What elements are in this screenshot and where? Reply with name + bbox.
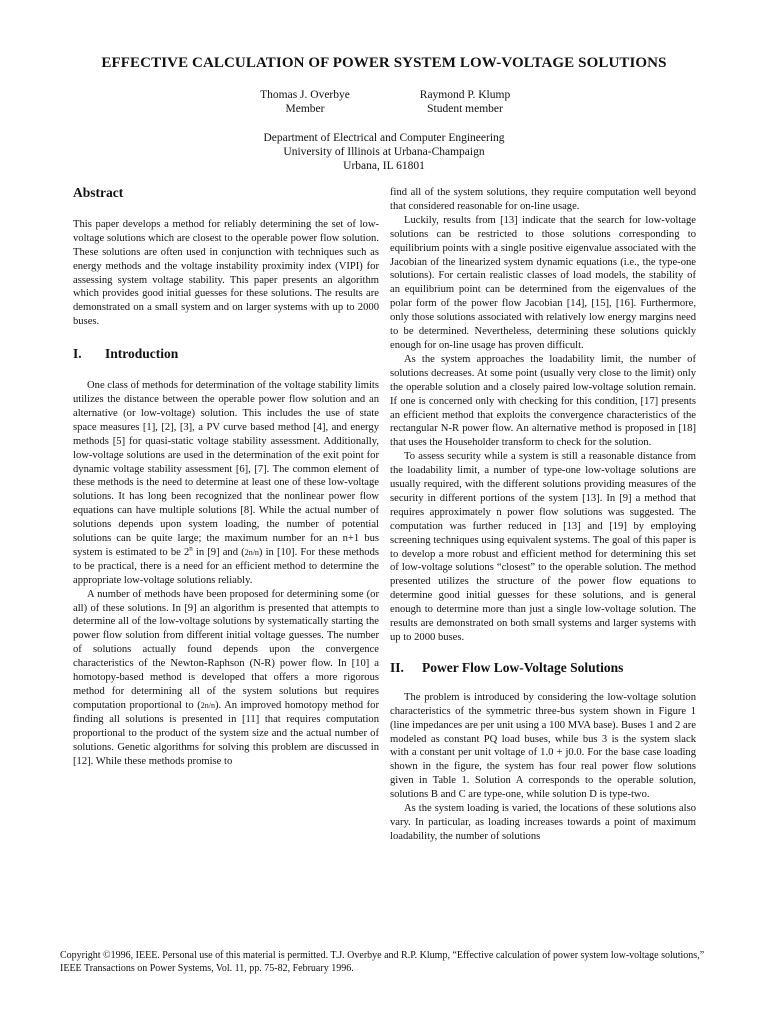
section-1-heading [73, 347, 379, 361]
right-paragraph-0: find all of the system solutions, they require computation well beyond that considered reasonable for on-line usage. [390, 187, 696, 212]
section-title: Power Flow Low-Voltage Solutions [422, 659, 624, 675]
affiliation [200, 131, 568, 173]
affiliation-line: Department of Electrical and Computer Engineering [263, 132, 505, 144]
section-2-paragraph-2: As the system loading is varied, the locations of these solutions also vary. In particular, as loading increases towards a point of maximum loadability, the number of solutions [390, 803, 696, 842]
binomial-fraction: 2n/n [200, 700, 215, 710]
author-1 [225, 88, 385, 116]
binomial-fraction: 2n/n [244, 547, 259, 557]
right-paragraph-3: To assess security while a system is still a reasonable distance from the loadability limit, a number of type-one low-voltage solutions are usually required, with the different solutions providing measures of the security in different portions of the system [13]. In [9] a method that requires approximately n power flow solutions was suggested. The computation was further reduced in [13] and [19] by employing screening techniques using equivalent systems. The goal of this paper is to develop a more robust and efficient method for determining this set of low-voltage solutions “closest” to the operable solution. The method presented utilizes the structure of the power flow equations to determine good initial guesses for these solutions, and is general enough to determine more than just a single low-voltage solution. The results are demonstrated on both small systems and larger systems with up to 2000 buses. [390, 451, 696, 643]
intro-paragraph-1: One class of methods for determination of the voltage stability limits utilizes the distance between the operable power flow solution and an alternative (or low-voltage) solution. This includes the use of state space measures [1], [2], [3], a PV curve based method [4], and energy methods [5] for quasi-static voltage stability assessment. Additionally, low-voltage solutions are used in the determination of the exit point for dynamic voltage stability assessment [6], [7]. The common element of these methods is the need to determine at least one of these low-voltage solutions. It has long been recognized that the nonlinear power flow equations can have multiple solutions [8]. While the actual number of solutions depends upon system loading, the number of potential solutions can be quite large; the maximum number for an n+1 bus system is estimated to be 2$^n$ in [9] and (2n/n) in [10]. For these methods to be practical, there is a need for an efficient method to determine the appropriate low-voltage solutions reliably. [73, 380, 379, 586]
right-paragraph-2: As the system approaches the loadability limit, the number of solutions decreases. At some point (usually very close to the limit) only the operable solution and a closely paired low-voltage solution remain. If one is concerned only with checking for this condition, [17] presents an efficient method that exploits the convergence characteristics of the rectangular N-R power flow. An alternative method is proposed in [18] that uses the Householder transform to check for the solution. [390, 353, 696, 449]
section-2-paragraph-1: The problem is introduced by considering the low-voltage solution characteristics of the symmetric three-bus system shown in Figure 1 (line impedances are per unit using a 100 MVA base). Buses 1 and 2 are modeled as constant PQ load buses, while bus 3 is the system slack with a constant per unit voltage of 1.0 + j0.0. For the base case loading shown in the figure, the system has four real power flow solutions given in Table 1. Solution A corresponds to the operable solution, solutions B and C are type-one, while solution D is type-two. [390, 691, 696, 801]
abstract-text: This paper develops a method for reliably determining the set of low-voltage solutions which are closest to the operable power flow solution. These solutions are often used in conjunction with techniques such as energy methods and the voltage instability proximity index (VIPI) for assessing system voltage stability. This paper presents an algorithm which provides good initial guesses for these solutions. The results are demonstrated on a small system and on larger systems with up to 2000 buses. [73, 218, 379, 328]
affiliation-line: Urbana, IL 61801 [343, 160, 425, 172]
author-2 [385, 88, 545, 116]
author-name: Raymond P. Klump [419, 89, 511, 101]
author-role: Member [285, 103, 325, 115]
section-number: II. [390, 659, 404, 675]
affiliation-line: University of Illinois at Urbana-Champaign [283, 146, 485, 158]
section-number: I. [73, 346, 82, 362]
right-column [390, 186, 696, 844]
left-column [73, 186, 379, 768]
exponent: n [189, 544, 193, 553]
paper-title: EFFECTIVE CALCULATION OF POWER SYSTEM LOW-VOLTAGE SOLUTIONS [101, 55, 667, 71]
section-2-heading [390, 661, 696, 675]
author-name: Thomas J. Overbye [260, 89, 350, 101]
right-paragraph-1: Luckily, results from [13] indicate that the search for low-voltage solutions can be restricted to those solutions corresponding to equilibrium points with a single positive eigenvalue associated with the Jacobian of the linearized system dynamic equations (i.e., the type-one solutions). For certain realistic classes of load models, the stability of an equilibrium point can be determined from the eigenvalues of the polar form of the power flow Jacobian [14], [15], [16]. Furthermore, only those solutions associated with relatively low energy margins need to be determined. Nevertheless, determining these solutions quickly enough for on-line usage has proven difficult. [390, 214, 696, 351]
copyright-footer: Copyright ©1996, IEEE. Personal use of this material is permitted. T.J. Overbye and R.P. Klump, “Effective calculation of power system low-voltage solutions,” IEEE Transactions on Power Systems, Vol. 11, pp. 75-82, February 1996. [60, 950, 705, 974]
author-role: Student member [427, 103, 503, 115]
abstract-heading: Abstract [73, 185, 124, 200]
intro-paragraph-2: A number of methods have been proposed for determining some (or all) of these solutions. In [9] an algorithm is presented that attempts to determine all of the low-voltage solutions by systematically starting the power flow solution from different initial voltage guesses. The number of solutions actually found depends upon the convergence characteristics of the Newton-Raphson (N-R) power flow. In [10] a homotopy-based method is developed that offers a more rigorous method for determining all of the system solutions but requires computation proportional to (2n/n). An improved homotopy method for finding all solutions is presented in [11] that requires computation proportional to the product of the system size and the actual number of solutions. Genetic algorithms for solving this problem are discussed in [12]. While these methods promise to [73, 588, 379, 767]
section-title: Introduction [105, 346, 179, 362]
